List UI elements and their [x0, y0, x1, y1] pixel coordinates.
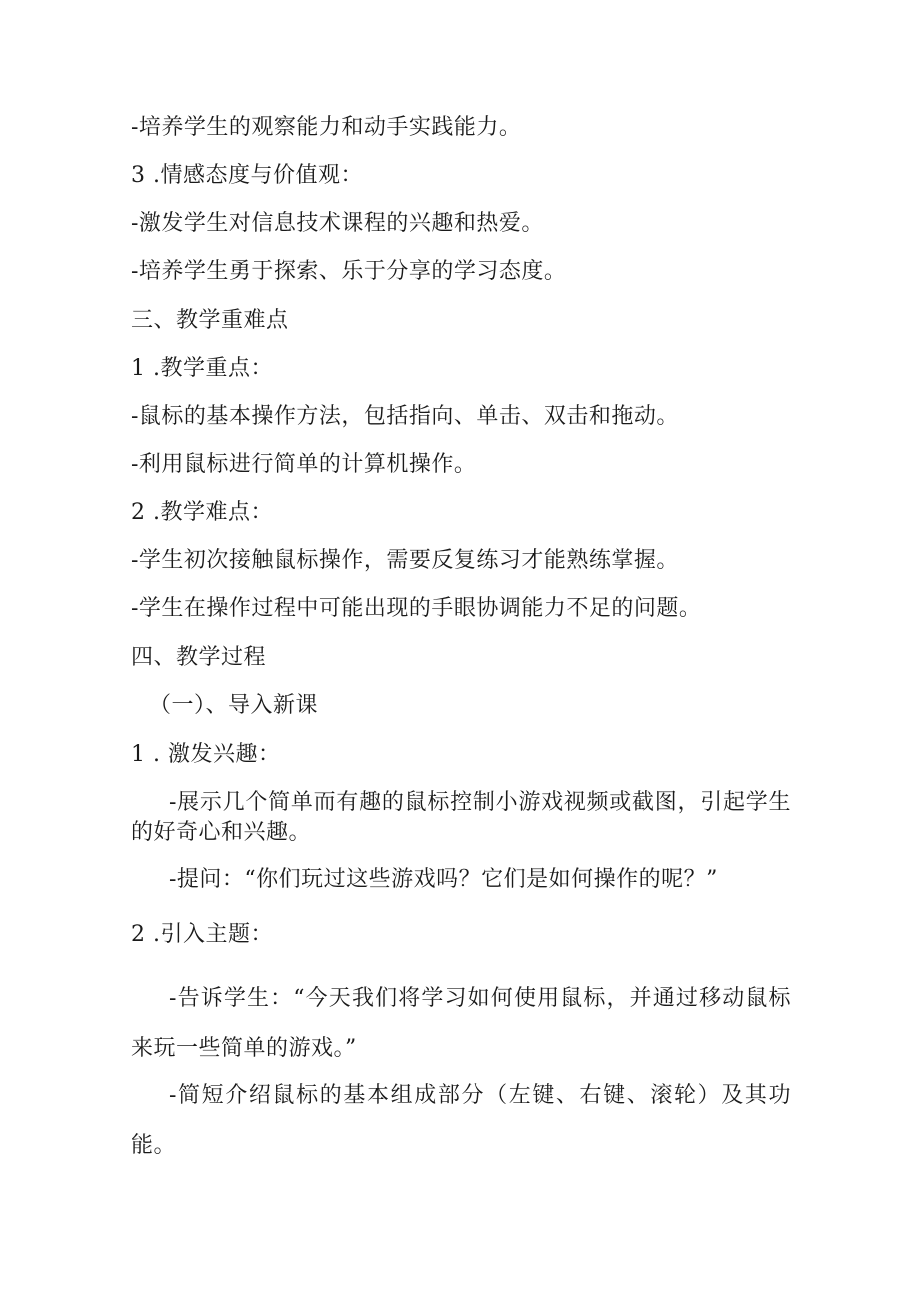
subsection-heading: 2 .教学难点：	[131, 500, 273, 525]
text-line: -培养学生勇于探索、乐于分享的学习态度。	[131, 259, 567, 284]
text-line: -学生初次接触鼠标操作，需要反复练习才能熟练掌握。	[131, 548, 679, 573]
subsection-heading: 1 . 激发兴趣：	[131, 742, 281, 767]
text-line: 3 .情感态度与价值观：	[131, 163, 363, 188]
paragraph: -告诉学生：“今天我们将学习如何使用鼠标，并通过移动鼠标来玩一些简单的游戏。”	[131, 986, 791, 1061]
subsection-heading: 2 .引入主题：	[131, 922, 273, 947]
paragraph: -展示几个简单而有趣的鼠标控制小游戏视频或截图，引起学生的好奇心和兴趣。	[131, 790, 791, 845]
subsection-heading: （一）、导入新课	[149, 693, 319, 718]
section-heading: 三、教学重难点	[131, 308, 289, 333]
subsection-heading: 1 .教学重点：	[131, 356, 273, 381]
text-line: -培养学生的观察能力和动手实践能力。	[131, 115, 522, 140]
text-line: -鼠标的基本操作方法，包括指向、单击、双击和拖动。	[131, 404, 679, 429]
text-line: -激发学生对信息技术课程的兴趣和热爱。	[131, 211, 544, 236]
text-line: -利用鼠标进行简单的计算机操作。	[131, 452, 477, 477]
text-line: -提问：“你们玩过这些游戏吗？它们是如何操作的呢？”	[169, 867, 718, 892]
section-heading: 四、教学过程	[131, 645, 267, 670]
text-line: -学生在操作过程中可能出现的手眼协调能力不足的问题。	[131, 596, 702, 621]
paragraph: -简短介绍鼠标的基本组成部分（左键、右键、滚轮）及其功能。	[131, 1083, 791, 1158]
